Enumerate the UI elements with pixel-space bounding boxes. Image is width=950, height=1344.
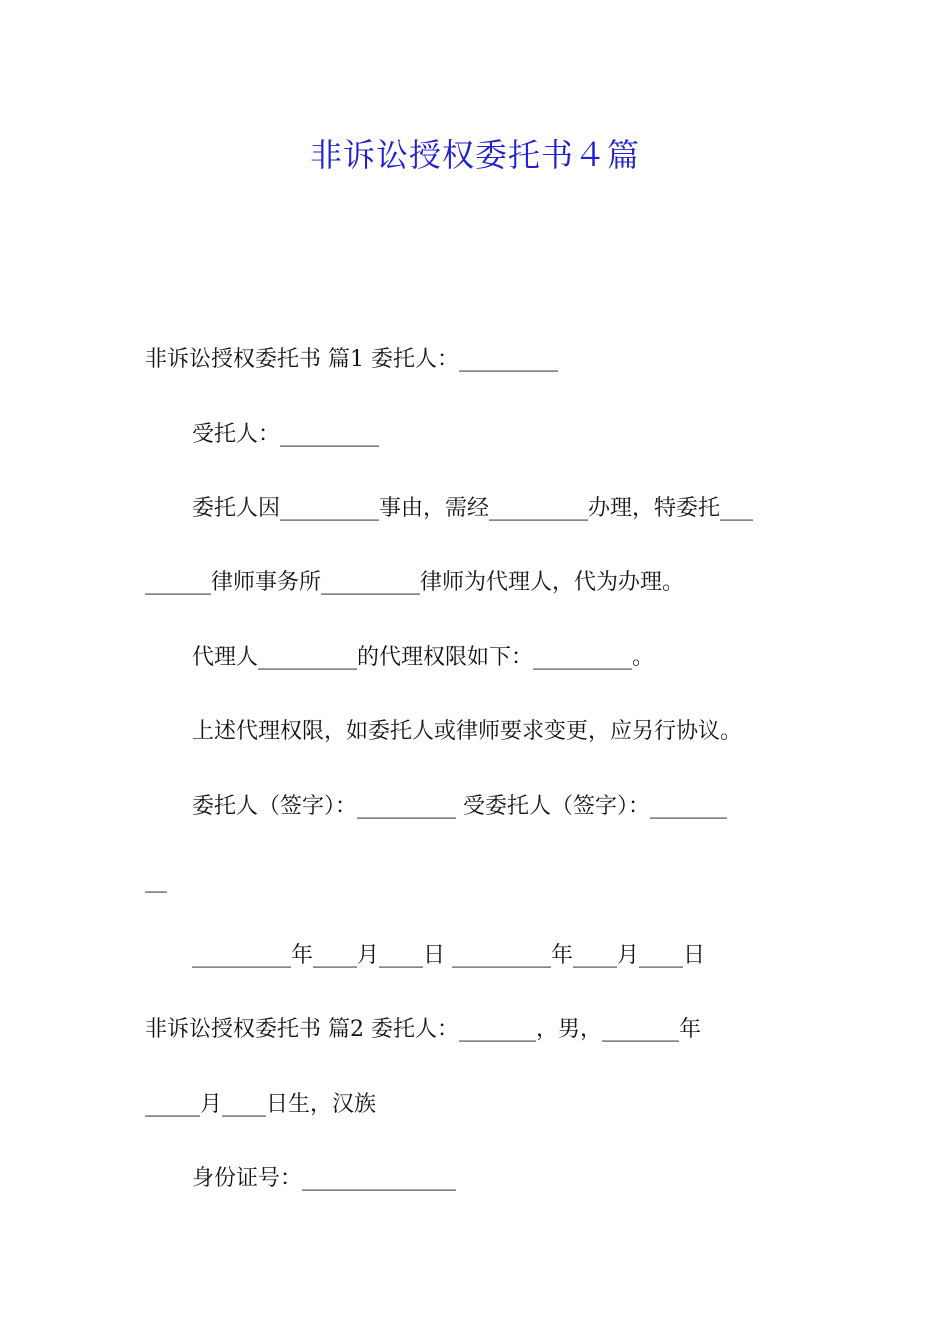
text-line: 非诉讼授权委托书 篇1 委托人：_________ [145,347,558,372]
document-title: 非诉讼授权委托书４篇 [309,136,640,174]
text-line: 受托人：_________ [192,422,380,447]
text-line: 上述代理权限，如委托人或律师要求变更，应另行协议。 [192,719,743,744]
text-line: 委托人（签字）：_________ 受委托人（签字）：_______ [192,794,727,819]
text-line: 身份证号：______________ [192,1166,457,1191]
text-line: 非诉讼授权委托书 篇2 委托人：_______，男，_______年 [145,1017,701,1042]
text-line: __ [145,868,167,893]
text-line: _________年____月____日 _________年____月____日 [192,943,705,968]
text-line: 代理人_________的代理权限如下：_________。 [192,645,655,670]
text-line: _____月____日生，汉族 [145,1092,377,1117]
text-line: 委托人因_________事由，需经_________办理，特委托___ [192,496,754,521]
text-line: ______律师事务所_________律师为代理人，代为办理。 [145,570,685,595]
